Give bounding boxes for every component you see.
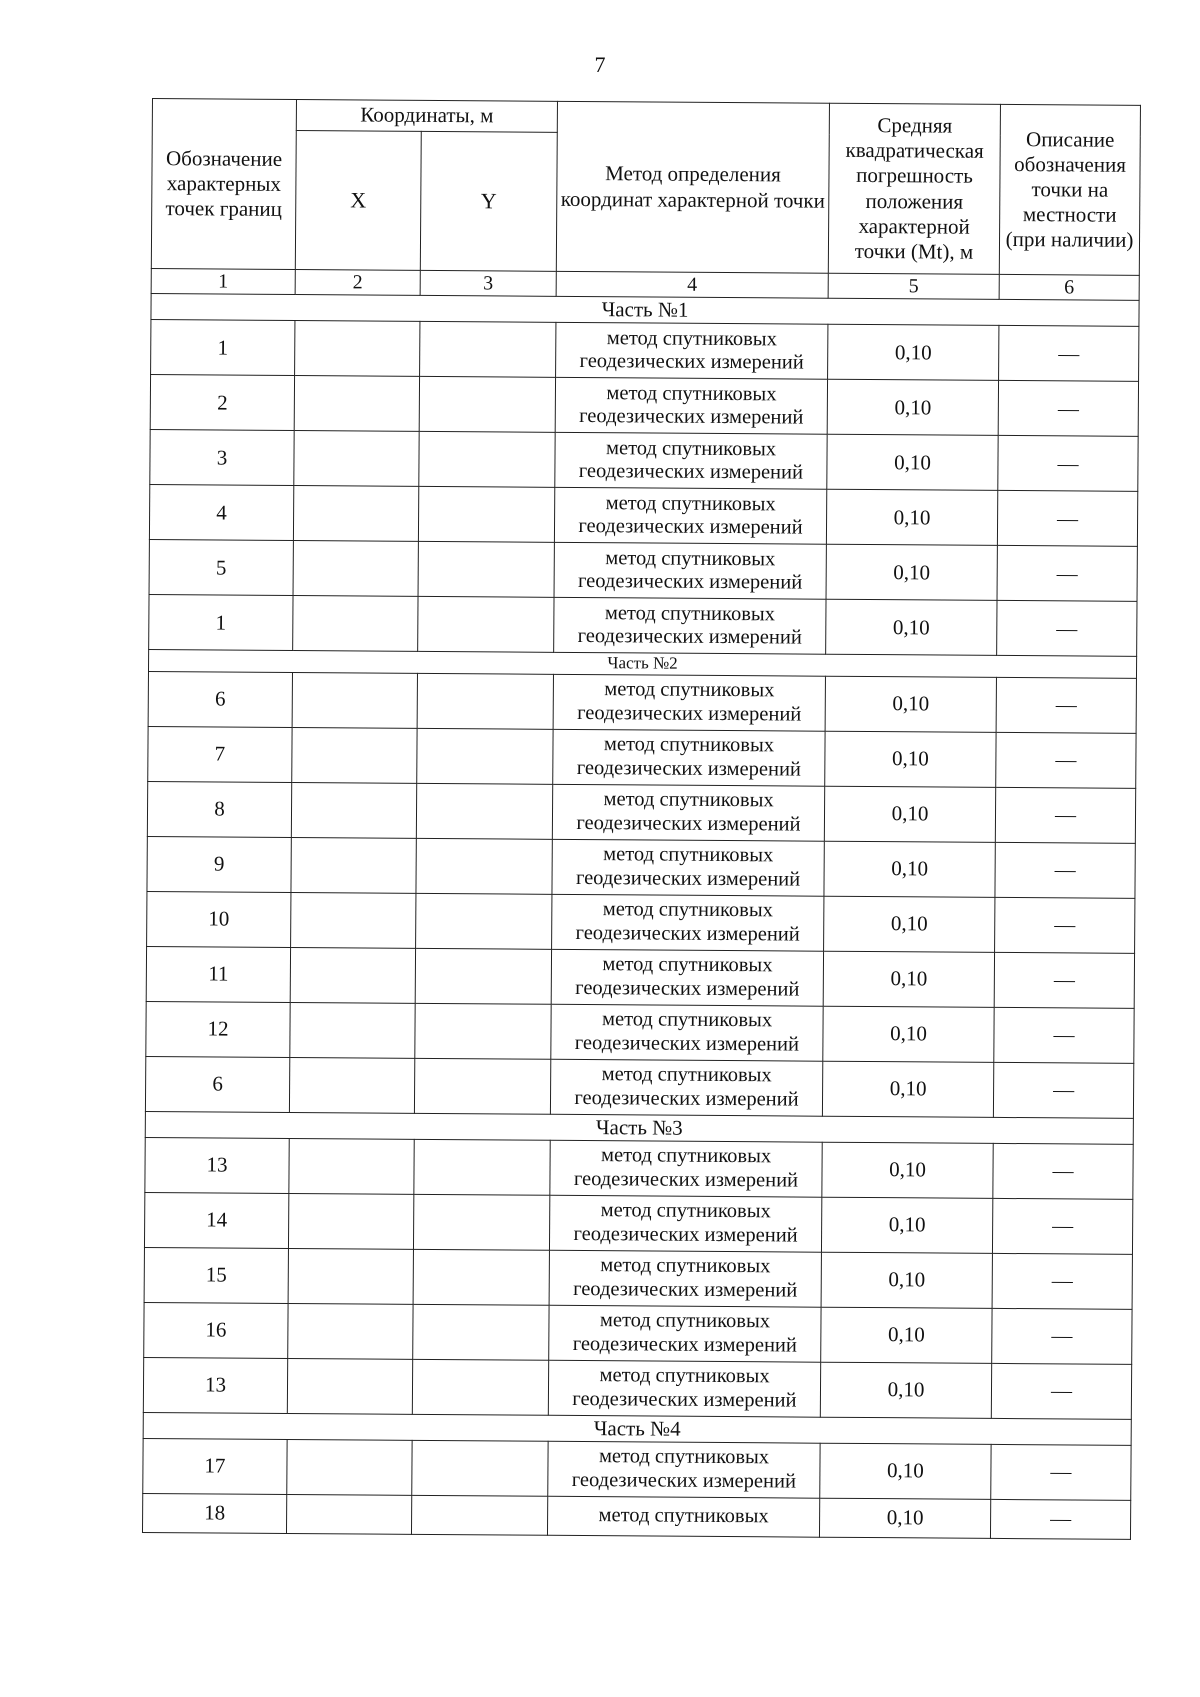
method-cell — [552, 894, 824, 951]
method-line: геодезических измерений — [575, 866, 801, 891]
error-cell: 0,10 — [824, 786, 995, 842]
method-line: геодезических измерений — [573, 1277, 798, 1302]
description-cell: — — [996, 677, 1136, 733]
point-number-cell: 13 — [143, 1357, 287, 1413]
column-number: 1 — [151, 268, 295, 294]
method-line: геодезических измерений — [574, 1031, 800, 1056]
y-coordinate-cell — [419, 377, 555, 433]
y-coordinate-cell — [417, 673, 553, 729]
x-coordinate-cell — [288, 1248, 413, 1304]
section-title: Часть №4 — [143, 1412, 1131, 1445]
method-line: метод спутниковых — [606, 326, 777, 350]
error-cell: 0,10 — [825, 676, 996, 732]
method-line: метод спутниковых — [603, 733, 775, 757]
point-number-cell: 1 — [149, 595, 293, 651]
table-row — [142, 1493, 1130, 1539]
table-row — [144, 1302, 1132, 1364]
method-cell — [547, 1496, 819, 1537]
x-coordinate-cell — [293, 541, 418, 597]
error-cell: 0,10 — [826, 544, 997, 600]
method-line: метод спутниковых — [605, 546, 776, 570]
method-cell — [549, 1305, 821, 1362]
table-row — [145, 1056, 1133, 1118]
method-line: метод спутниковых — [599, 1364, 770, 1388]
description-cell: — — [992, 1198, 1132, 1254]
y-coordinate-cell — [418, 597, 554, 653]
x-coordinate-cell — [289, 1057, 414, 1113]
table-row — [143, 1357, 1131, 1419]
method-cell — [554, 598, 826, 655]
x-coordinate-cell — [292, 672, 417, 728]
description-cell: — — [994, 952, 1134, 1008]
description-cell: — — [999, 326, 1139, 382]
table-row — [147, 891, 1135, 953]
column-number: 6 — [999, 274, 1139, 300]
point-number-cell: 2 — [150, 375, 294, 431]
error-cell: 0,10 — [825, 731, 996, 787]
method-line: метод спутниковых — [598, 1445, 770, 1469]
point-number-cell: 7 — [148, 726, 292, 782]
method-line: геодезических измерений — [573, 1167, 799, 1192]
header-description: Описание обозначения точки на местности (при наличии) — [999, 104, 1140, 275]
y-coordinate-cell — [420, 322, 556, 378]
description-cell: — — [998, 381, 1138, 437]
method-line: геодезических измерений — [578, 515, 803, 539]
error-cell: 0,10 — [822, 1061, 993, 1117]
method-line: метод спутниковых — [602, 953, 773, 977]
x-coordinate-cell — [287, 1439, 412, 1495]
method-line: геодезических измерений — [574, 1086, 799, 1111]
method-cell — [555, 378, 827, 435]
error-cell: 0,10 — [820, 1443, 991, 1499]
x-coordinate-cell — [288, 1193, 413, 1249]
description-cell: — — [990, 1499, 1130, 1539]
y-coordinate-cell — [415, 948, 551, 1004]
point-number-cell: 11 — [146, 946, 290, 1002]
description-cell: — — [993, 1143, 1133, 1199]
point-number-cell: 9 — [147, 836, 291, 892]
method-cell — [553, 729, 825, 786]
description-cell: — — [996, 732, 1136, 788]
document-body — [142, 98, 1140, 1540]
method-cell — [552, 784, 824, 841]
x-coordinate-cell — [293, 486, 418, 542]
x-coordinate-cell — [290, 947, 415, 1003]
method-cell — [550, 1140, 822, 1197]
method-line: геодезических измерений — [576, 756, 802, 781]
point-number-cell: 1 — [151, 320, 295, 376]
y-coordinate-cell — [418, 542, 554, 598]
error-cell: 0,10 — [820, 1362, 991, 1418]
error-cell: 0,10 — [828, 324, 999, 380]
x-coordinate-cell — [289, 1138, 414, 1194]
page-number: 7 — [594, 52, 606, 77]
x-coordinate-cell — [291, 782, 416, 838]
description-cell: — — [991, 1363, 1131, 1419]
table-row — [148, 671, 1136, 733]
method-cell — [548, 1441, 820, 1498]
point-number-cell: 14 — [144, 1192, 288, 1248]
method-cell — [554, 543, 826, 600]
point-number-cell: 17 — [143, 1438, 287, 1494]
y-coordinate-cell — [411, 1495, 547, 1535]
method-line: метод спутниковых — [599, 1309, 771, 1333]
y-coordinate-cell — [418, 487, 554, 543]
section-title: Часть №1 — [151, 293, 1139, 326]
point-number-cell: 18 — [142, 1493, 286, 1533]
x-coordinate-cell — [295, 321, 420, 377]
error-cell: 0,10 — [823, 951, 994, 1007]
boundary-points-table — [142, 98, 1141, 1540]
method-line: геодезических измерений — [577, 570, 803, 594]
error-cell: 0,10 — [821, 1197, 992, 1253]
method-cell — [553, 674, 825, 731]
x-coordinate-cell — [291, 837, 416, 893]
x-coordinate-cell — [286, 1494, 411, 1534]
x-coordinate-cell — [291, 892, 416, 948]
x-coordinate-cell — [293, 596, 418, 652]
error-cell: 0,10 — [827, 379, 998, 435]
header-method: Метод определения координат характерной точки — [556, 101, 829, 273]
point-number-cell: 15 — [144, 1247, 288, 1303]
description-cell: — — [995, 787, 1135, 843]
y-coordinate-cell — [413, 1249, 549, 1305]
description-cell: — — [995, 842, 1135, 898]
x-coordinate-cell — [292, 727, 417, 783]
column-number: 2 — [295, 270, 420, 296]
point-number-cell: 6 — [148, 671, 292, 727]
table-row — [148, 726, 1136, 788]
method-line: метод спутниковых — [600, 1254, 771, 1278]
header-y: Y — [420, 131, 557, 271]
error-cell: 0,10 — [824, 841, 995, 897]
table-row — [149, 540, 1137, 602]
table-row — [151, 320, 1139, 382]
method-cell — [549, 1195, 821, 1252]
point-number-cell: 6 — [145, 1056, 289, 1112]
header-coordinates: Координаты, м — [296, 100, 557, 133]
description-cell: — — [997, 601, 1137, 657]
method-line: метод спутниковых — [604, 601, 776, 625]
point-number-cell: 13 — [145, 1137, 289, 1193]
y-coordinate-cell — [413, 1304, 549, 1360]
table-row — [146, 946, 1134, 1008]
point-number-cell: 12 — [146, 1001, 290, 1057]
method-line: метод спутниковых — [601, 1008, 773, 1032]
table-row — [149, 595, 1137, 657]
table-row — [150, 375, 1138, 437]
description-cell: — — [997, 491, 1137, 547]
error-cell: 0,10 — [823, 1006, 994, 1062]
method-line: метод спутниковых — [603, 788, 774, 812]
table-row — [144, 1247, 1132, 1309]
method-line: метод спутниковых — [603, 843, 774, 867]
error-cell: 0,10 — [822, 1142, 993, 1198]
method-cell — [554, 488, 826, 545]
y-coordinate-cell — [419, 432, 555, 488]
method-line: геодезических измерений — [577, 701, 802, 726]
method-line: метод спутниковых — [606, 381, 777, 405]
error-cell: 0,10 — [824, 896, 995, 952]
description-cell: — — [992, 1308, 1132, 1364]
error-cell: 0,10 — [821, 1307, 992, 1363]
point-number-cell: 8 — [147, 781, 291, 837]
section-title: Часть №2 — [148, 650, 1136, 678]
x-coordinate-cell — [290, 1002, 415, 1058]
y-coordinate-cell — [412, 1359, 548, 1415]
x-coordinate-cell — [288, 1303, 413, 1359]
method-line: геодезических измерений — [575, 976, 800, 1001]
method-cell — [551, 1004, 823, 1061]
point-number-cell: 16 — [144, 1302, 288, 1358]
method-line: геодезических измерений — [578, 460, 804, 484]
point-number-cell: 4 — [149, 485, 293, 541]
method-line: геодезических измерений — [579, 405, 804, 429]
method-line: метод спутниковых — [601, 1063, 772, 1087]
method-line: геодезических измерений — [575, 921, 800, 946]
method-line: геодезических измерений — [576, 811, 801, 836]
table-row — [145, 1137, 1133, 1199]
y-coordinate-cell — [414, 1139, 550, 1195]
description-cell: — — [993, 1062, 1133, 1118]
y-coordinate-cell — [415, 1003, 551, 1059]
x-coordinate-cell — [287, 1358, 412, 1414]
description-cell: — — [998, 436, 1138, 492]
error-cell: 0,10 — [819, 1498, 990, 1538]
x-coordinate-cell — [294, 376, 419, 432]
point-number-cell: 10 — [147, 891, 291, 947]
error-cell: 0,10 — [826, 599, 997, 655]
method-line: метод спутниковых — [604, 678, 775, 702]
table-row — [149, 485, 1137, 547]
error-cell: 0,10 — [826, 489, 997, 545]
y-coordinate-cell — [414, 1058, 550, 1114]
table-row — [146, 1001, 1134, 1063]
y-coordinate-cell — [413, 1194, 549, 1250]
method-line: метод спутниковых — [605, 436, 777, 460]
point-number-cell: 3 — [150, 430, 294, 486]
column-number: 5 — [828, 273, 999, 299]
method-cell — [552, 839, 824, 896]
method-line: метод спутниковых — [600, 1199, 771, 1223]
method-line: метод спутниковых — [602, 898, 773, 922]
method-line: метод спутниковых — [601, 1144, 772, 1168]
method-cell — [551, 949, 823, 1006]
method-line: геодезических измерений — [572, 1332, 797, 1357]
y-coordinate-cell — [412, 1440, 548, 1496]
error-cell: 0,10 — [827, 434, 998, 490]
header-x: X — [295, 131, 421, 271]
table-row — [147, 781, 1135, 843]
method-cell — [550, 1059, 822, 1116]
table-header — [151, 99, 1140, 301]
table-row — [144, 1192, 1132, 1254]
header-designation: Обозначение характерных точек границ — [151, 99, 296, 270]
method-line: геодезических измерений — [579, 350, 804, 374]
table-body — [142, 293, 1139, 1539]
method-cell — [555, 433, 827, 490]
y-coordinate-cell — [417, 728, 553, 784]
description-cell: — — [991, 1444, 1131, 1500]
description-cell: — — [995, 897, 1135, 953]
table-row — [143, 1438, 1131, 1500]
error-cell: 0,10 — [821, 1252, 992, 1308]
column-number: 4 — [556, 271, 828, 298]
method-line: метод спутниковых — [598, 1504, 769, 1528]
method-line: геодезических измерений — [573, 1222, 798, 1247]
point-number-cell: 5 — [149, 540, 293, 596]
y-coordinate-cell — [416, 783, 552, 839]
method-line: геодезических измерений — [571, 1468, 797, 1493]
y-coordinate-cell — [416, 838, 552, 894]
description-cell: — — [997, 546, 1137, 602]
table-row — [147, 836, 1135, 898]
column-number: 3 — [420, 270, 556, 296]
table-row — [150, 430, 1138, 492]
method-cell — [549, 1250, 821, 1307]
y-coordinate-cell — [416, 893, 552, 949]
method-cell — [556, 323, 828, 380]
method-line: геодезических измерений — [572, 1387, 797, 1412]
method-line: геодезических измерений — [577, 625, 802, 649]
header-error: Средняя квадратическая погрешность положения характерной точки (Mt), м — [828, 103, 1000, 274]
method-cell — [548, 1360, 820, 1417]
section-title: Часть №3 — [145, 1111, 1133, 1144]
description-cell: — — [992, 1253, 1132, 1309]
x-coordinate-cell — [294, 431, 419, 487]
method-line: метод спутниковых — [605, 491, 776, 515]
description-cell: — — [994, 1007, 1134, 1063]
